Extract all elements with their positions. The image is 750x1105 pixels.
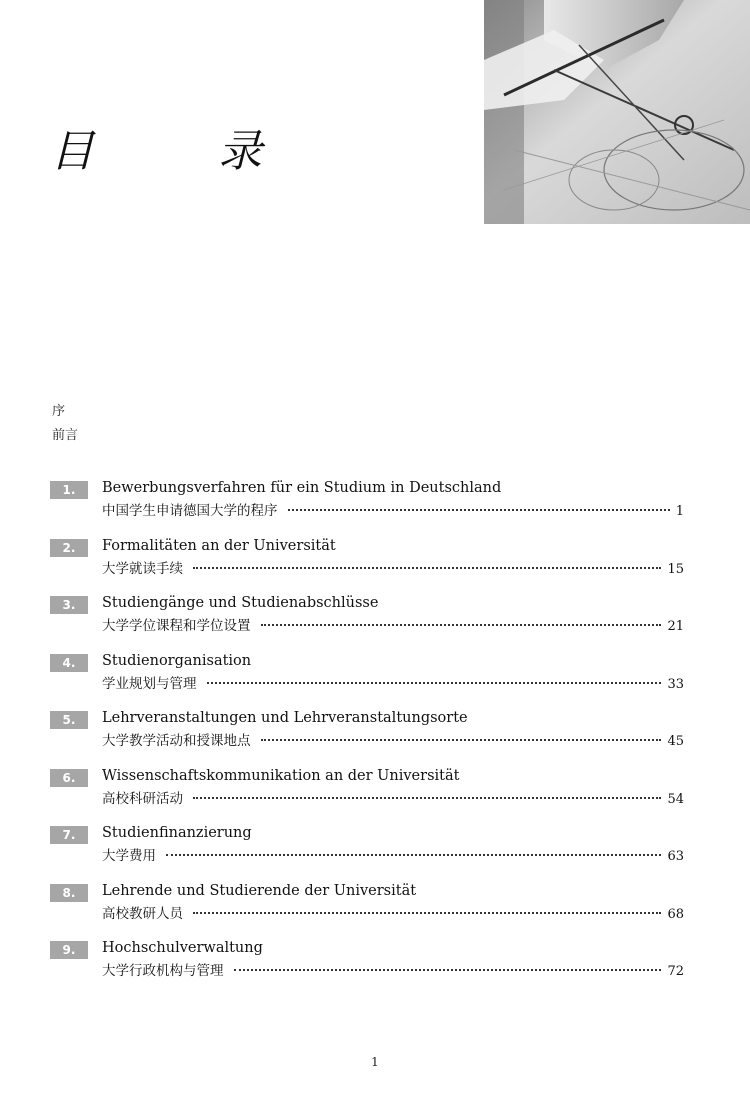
entry-title-chinese: 大学教学活动和授课地点 <box>102 733 251 749</box>
page-number: 1 <box>371 1055 379 1069</box>
entry-line <box>102 616 684 637</box>
front-matter-item: 前言 <box>52 428 79 443</box>
dot-leader <box>193 912 661 914</box>
entry-page-number: 54 <box>667 791 684 807</box>
entry-title-german: Hochschulverwaltung <box>102 940 263 956</box>
page-title: 目 录 <box>50 126 302 177</box>
chapter-number-badge: 3. <box>50 596 88 614</box>
entry-title-german: Lehrende und Studierende der Universität <box>102 882 417 899</box>
entry-page-number: 21 <box>667 619 684 634</box>
dot-leader <box>261 739 662 741</box>
entry-title-german: Lehrveranstaltungen und Lehrveranstaltungsorte <box>102 710 468 726</box>
entry-line <box>102 731 684 752</box>
chapter-number-badge: 2. <box>50 539 88 557</box>
entry-page-number: 72 <box>667 964 684 979</box>
entry-line <box>102 846 684 867</box>
entry-line <box>102 559 684 580</box>
entry-title-chinese: 大学行政机构与管理 <box>102 963 224 979</box>
chapter-number-badge: 6. <box>50 769 88 787</box>
entry-title-german: Studienorganisation <box>102 652 252 669</box>
entry-title-chinese: 中国学生申请德国大学的程序 <box>102 503 278 519</box>
entry-line <box>102 789 684 810</box>
dot-leader <box>288 509 670 511</box>
table-of-contents <box>50 478 690 996</box>
dot-leader <box>261 624 662 626</box>
entry-title-german: Formalitäten an der Universität <box>102 537 336 554</box>
entry-title-chinese: 大学就读手续 <box>102 560 183 577</box>
entry-page-number: 45 <box>667 734 684 749</box>
toc-entry[interactable] <box>50 881 690 939</box>
toc-entry[interactable] <box>50 593 690 651</box>
entry-title-german: Bewerbungsverfahren für ein Studium in Deutschland <box>102 480 502 496</box>
entry-line <box>102 501 684 522</box>
toc-entry[interactable] <box>50 938 690 996</box>
chapter-number-badge: 9. <box>50 941 88 959</box>
entry-title-chinese: 高校教研人员 <box>102 905 183 922</box>
entry-page-number: 63 <box>667 849 684 864</box>
front-matter <box>52 400 78 448</box>
entry-title-chinese: 大学费用 <box>102 848 156 864</box>
chapter-number-badge: 7. <box>50 826 88 844</box>
toc-entry[interactable] <box>50 766 690 824</box>
chapter-number-badge: 8. <box>50 884 88 902</box>
dot-leader <box>193 567 661 569</box>
chapter-number-badge: 4. <box>50 654 88 672</box>
dot-leader <box>166 854 661 856</box>
entry-title-chinese: 高校科研活动 <box>102 790 183 807</box>
chapter-number-badge: 1. <box>50 481 88 499</box>
hand-with-compass-drawing-image <box>484 0 750 224</box>
entry-line <box>102 961 684 982</box>
entry-title-chinese: 学业规划与管理 <box>102 675 197 692</box>
entry-page-number: 1 <box>675 504 684 519</box>
entry-page-number: 33 <box>667 676 684 692</box>
toc-entry[interactable] <box>50 536 690 594</box>
toc-entry[interactable] <box>50 651 690 709</box>
dot-leader <box>193 797 661 799</box>
entry-line <box>102 904 684 925</box>
toc-entry[interactable] <box>50 823 690 881</box>
entry-title-german: Studienfinanzierung <box>102 825 252 841</box>
entry-title-german: Wissenschaftskommunikation an der Universität <box>102 767 460 784</box>
entry-line <box>102 674 684 695</box>
entry-title-chinese: 大学学位课程和学位设置 <box>102 618 251 634</box>
entry-page-number: 15 <box>667 561 684 577</box>
toc-entry[interactable] <box>50 478 690 536</box>
chapter-number-badge: 5. <box>50 711 88 729</box>
header-photo <box>484 0 750 224</box>
dot-leader <box>207 682 662 684</box>
toc-entry[interactable] <box>50 708 690 766</box>
dot-leader <box>234 969 662 971</box>
entry-page-number: 68 <box>667 906 684 922</box>
entry-title-german: Studiengänge und Studienabschlüsse <box>102 595 379 611</box>
front-matter-item: 序 <box>52 404 66 419</box>
